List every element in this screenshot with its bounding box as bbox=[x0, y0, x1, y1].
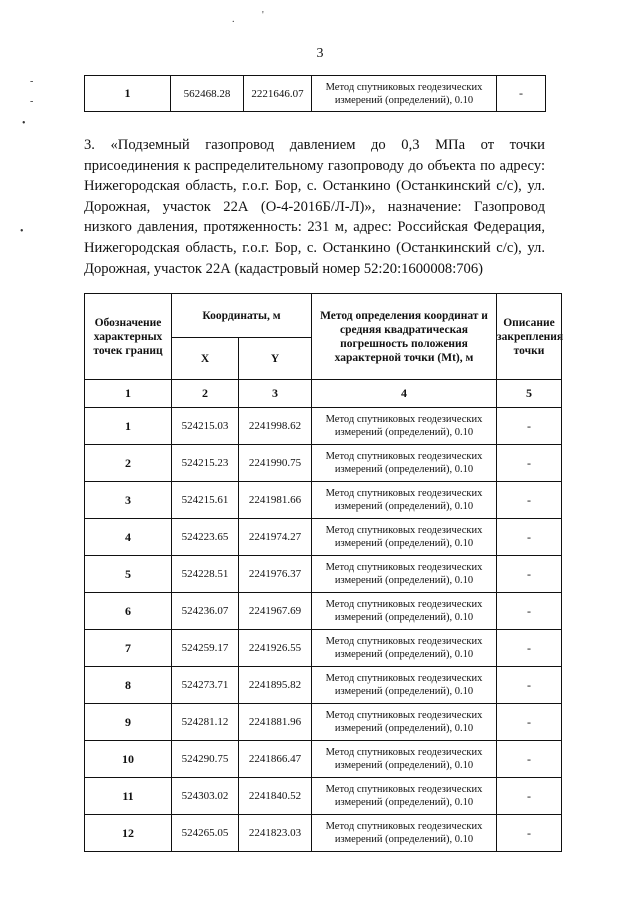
table-row bbox=[85, 667, 562, 704]
column-number: 4 bbox=[312, 380, 497, 408]
desc-cell: - bbox=[497, 815, 562, 852]
desc-cell: - bbox=[497, 556, 562, 593]
top-coordinates-table bbox=[84, 75, 546, 112]
y-cell: 2241981.66 bbox=[239, 482, 312, 519]
desc-cell: - bbox=[497, 519, 562, 556]
y-cell: 2241990.75 bbox=[239, 445, 312, 482]
point-cell: 2 bbox=[85, 445, 172, 482]
method-cell: Метод спутниковых геодезических измерений (определений), 0.10 bbox=[312, 408, 497, 445]
method-cell: Метод спутниковых геодезических измерений (определений), 0.10 bbox=[312, 519, 497, 556]
method-cell: Метод спутниковых геодезических измерений (определений), 0.10 bbox=[312, 76, 497, 112]
desc-cell: - bbox=[497, 667, 562, 704]
method-cell: Метод спутниковых геодезических измерений (определений), 0.10 bbox=[312, 741, 497, 778]
method-cell: Метод спутниковых геодезических измерений (определений), 0.10 bbox=[312, 778, 497, 815]
y-cell: 2241967.69 bbox=[239, 593, 312, 630]
table-row bbox=[85, 778, 562, 815]
column-number: 2 bbox=[172, 380, 239, 408]
method-cell: Метод спутниковых геодезических измерений (определений), 0.10 bbox=[312, 445, 497, 482]
desc-cell: - bbox=[497, 482, 562, 519]
margin-mark: - bbox=[30, 96, 34, 107]
x-cell: 524259.17 bbox=[172, 630, 239, 667]
margin-mark: • bbox=[22, 118, 26, 129]
table-row bbox=[85, 482, 562, 519]
point-cell: 8 bbox=[85, 667, 172, 704]
y-cell: 2241998.62 bbox=[239, 408, 312, 445]
desc-cell: - bbox=[497, 778, 562, 815]
x-cell: 524228.51 bbox=[172, 556, 239, 593]
point-cell: 3 bbox=[85, 482, 172, 519]
method-cell: Метод спутниковых геодезических измерений (определений), 0.10 bbox=[312, 556, 497, 593]
x-cell: 524265.05 bbox=[172, 815, 239, 852]
point-cell: 9 bbox=[85, 704, 172, 741]
x-cell: 524215.03 bbox=[172, 408, 239, 445]
point-cell: 6 bbox=[85, 593, 172, 630]
y-cell: 2241895.82 bbox=[239, 667, 312, 704]
header-desc: Описание закрепления точки bbox=[497, 294, 562, 380]
margin-mark: . bbox=[232, 14, 235, 25]
method-cell: Метод спутниковых геодезических измерений (определений), 0.10 bbox=[312, 630, 497, 667]
header-x: X bbox=[172, 338, 239, 380]
desc-cell: - bbox=[497, 76, 546, 112]
x-cell: 524223.65 bbox=[172, 519, 239, 556]
table-body bbox=[85, 408, 562, 852]
table-row bbox=[85, 408, 562, 445]
point-cell: 12 bbox=[85, 815, 172, 852]
point-cell: 4 bbox=[85, 519, 172, 556]
y-cell: 2221646.07 bbox=[244, 76, 312, 112]
margin-mark: • bbox=[20, 226, 24, 237]
x-cell: 524273.71 bbox=[172, 667, 239, 704]
y-cell: 2241926.55 bbox=[239, 630, 312, 667]
x-cell: 524236.07 bbox=[172, 593, 239, 630]
section-text: 3. «Подземный газопровод давлением до 0,3 МПа от точки присоединения к распределительному газопроводу до объекта по адресу: Нижегородская область, г.о.г. Бор, с. Останкино (Останкинский с/с), ул. Дорожная, участок 22А (О-4-2016Б/Л-Л)», назначение: Газопровод низкого давления, протяженность: 231 м, адрес: Российская Федерация, Нижегородская область, г.о.г. Бор, с. Останкино (Останкинский с/с), ул. Дорожная, участок 22А (кадастровый номер 52:20:1600008:706) bbox=[84, 137, 545, 277]
desc-cell: - bbox=[497, 408, 562, 445]
y-cell: 2241881.96 bbox=[239, 704, 312, 741]
desc-cell: - bbox=[497, 593, 562, 630]
point-cell: 7 bbox=[85, 630, 172, 667]
table-row bbox=[85, 556, 562, 593]
y-cell: 2241866.47 bbox=[239, 741, 312, 778]
header-coords: Координаты, м bbox=[172, 294, 312, 338]
table-row bbox=[85, 76, 546, 112]
column-number: 3 bbox=[239, 380, 312, 408]
column-number: 1 bbox=[85, 380, 172, 408]
method-cell: Метод спутниковых геодезических измерений (определений), 0.10 bbox=[312, 667, 497, 704]
y-cell: 2241840.52 bbox=[239, 778, 312, 815]
desc-cell: - bbox=[497, 445, 562, 482]
x-cell: 524215.23 bbox=[172, 445, 239, 482]
method-cell: Метод спутниковых геодезических измерений (определений), 0.10 bbox=[312, 815, 497, 852]
x-cell: 524215.61 bbox=[172, 482, 239, 519]
desc-cell: - bbox=[497, 741, 562, 778]
point-cell: 1 bbox=[85, 76, 171, 112]
point-cell: 10 bbox=[85, 741, 172, 778]
point-cell: 11 bbox=[85, 778, 172, 815]
table-row bbox=[85, 704, 562, 741]
x-cell: 562468.28 bbox=[171, 76, 244, 112]
y-cell: 2241976.37 bbox=[239, 556, 312, 593]
table-row bbox=[85, 445, 562, 482]
table-row bbox=[85, 630, 562, 667]
method-cell: Метод спутниковых геодезических измерений (определений), 0.10 bbox=[312, 482, 497, 519]
table-row bbox=[85, 741, 562, 778]
x-cell: 524290.75 bbox=[172, 741, 239, 778]
x-cell: 524281.12 bbox=[172, 704, 239, 741]
header-y: Y bbox=[239, 338, 312, 380]
margin-mark: ' bbox=[262, 10, 264, 21]
desc-cell: - bbox=[497, 630, 562, 667]
table-row bbox=[85, 815, 562, 852]
header-method: Метод определения координат и средняя квадратическая погрешность положения характерной точки (Mt), м bbox=[312, 294, 497, 380]
page-number: 3 bbox=[316, 46, 324, 61]
point-cell: 1 bbox=[85, 408, 172, 445]
table-row bbox=[85, 593, 562, 630]
table-row bbox=[85, 519, 562, 556]
method-cell: Метод спутниковых геодезических измерений (определений), 0.10 bbox=[312, 593, 497, 630]
x-cell: 524303.02 bbox=[172, 778, 239, 815]
column-number: 5 bbox=[497, 380, 562, 408]
y-cell: 2241974.27 bbox=[239, 519, 312, 556]
coordinates-table bbox=[84, 293, 562, 852]
method-cell: Метод спутниковых геодезических измерений (определений), 0.10 bbox=[312, 704, 497, 741]
header-points: Обозначение характерных точек границ bbox=[85, 294, 172, 380]
y-cell: 2241823.03 bbox=[239, 815, 312, 852]
margin-mark: - bbox=[30, 76, 34, 87]
desc-cell: - bbox=[497, 704, 562, 741]
point-cell: 5 bbox=[85, 556, 172, 593]
